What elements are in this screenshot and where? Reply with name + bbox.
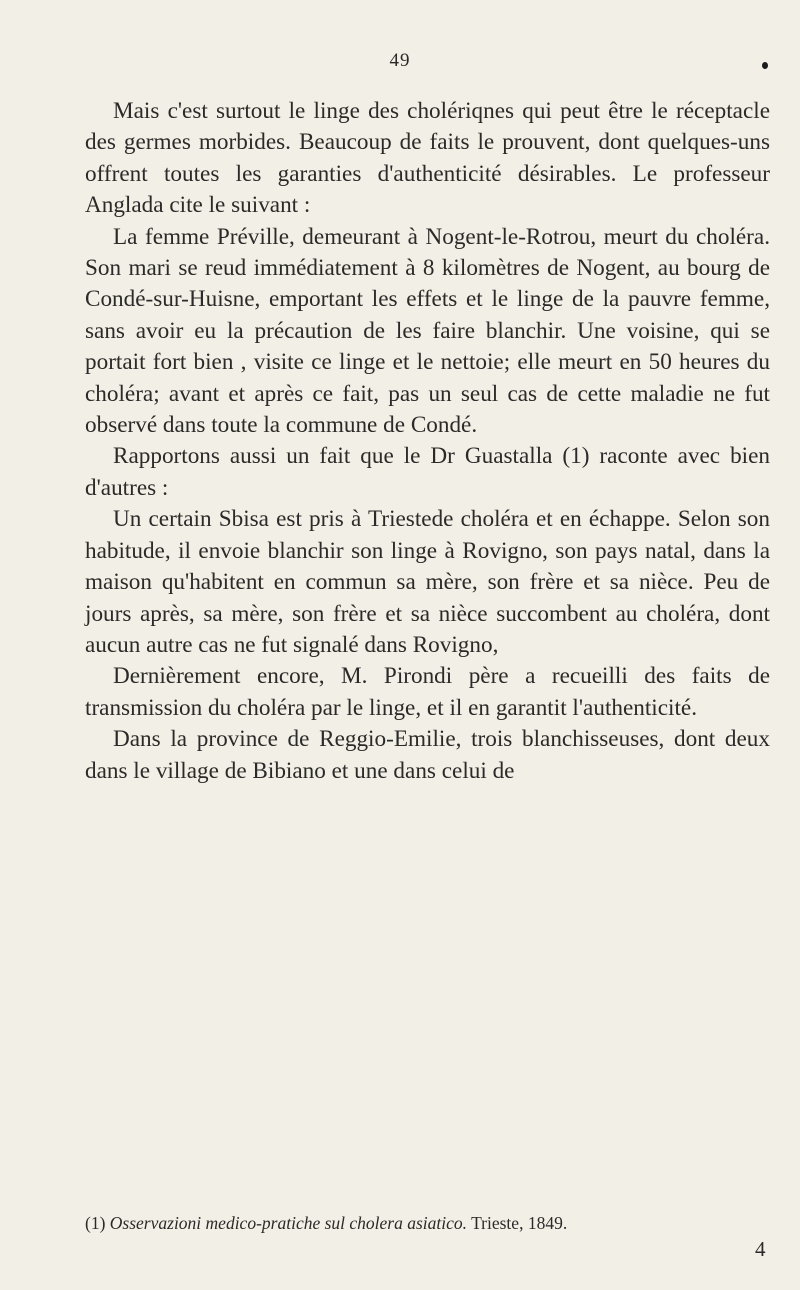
page-number: 49 bbox=[389, 50, 411, 71]
paragraph: La femme Préville, demeurant à Nogent-le-Rotrou, meurt du choléra. Son mari se reud immédiatement à 8 kilomètres de Nogent, au bourg de Condé-sur-Huisne, emportant les effets et le linge de la pauvre femme, sans avoir eu la précaution de les faire blanchir. Une voisine, qui se portait fort bien , visite ce linge et le nettoie; elle meurt en 50 heures du choléra; avant et après ce fait, pas un seul cas de cette maladie ne fut observé dans toute la commune de Condé. bbox=[85, 223, 770, 439]
paragraph: Rapportons aussi un fait que le Dr Guastalla (1) raconte avec bien d'autres : bbox=[85, 443, 770, 501]
body-text bbox=[85, 96, 770, 787]
paragraph: Un certain Sbisa est pris à Triestede choléra et en échappe. Selon son habitude, il envoie blanchir son linge à Rovigno, son pays natal, dans la maison qu'habitent en commun sa mère, son frère et sa nièce. Peu de jours après, sa mère, son frère et sa nièce succombent au choléra, dont aucun autre cas ne fut signalé dans Rovigno, bbox=[85, 506, 770, 658]
paragraph: Dernièrement encore, M. Pirondi père a recueilli des faits de transmission du choléra par le linge, et il en garantit l'authenticité. bbox=[85, 663, 770, 721]
footnote-place-date: Trieste, 1849. bbox=[471, 1213, 568, 1233]
paragraph: Dans la province de Reggio-Emilie, trois blanchisseuses, dont deux dans le village de Bibiano et une dans celui de bbox=[85, 726, 770, 784]
paragraph: Mais c'est surtout le linge des cholériqnes qui peut être le réceptacle des germes morbides. Beaucoup de faits le prouvent, dont quelques-uns offrent toutes les garanties d'authenticité désirables. Le professeur Anglada cite le suivant : bbox=[85, 98, 770, 219]
footnote-marker: (1) bbox=[85, 1213, 106, 1233]
signature-mark: 4 bbox=[755, 1237, 766, 1261]
footnote-title: Osservazioni medico-pratiche sul cholera asiatico. bbox=[109, 1213, 468, 1233]
footnote bbox=[85, 1212, 770, 1234]
